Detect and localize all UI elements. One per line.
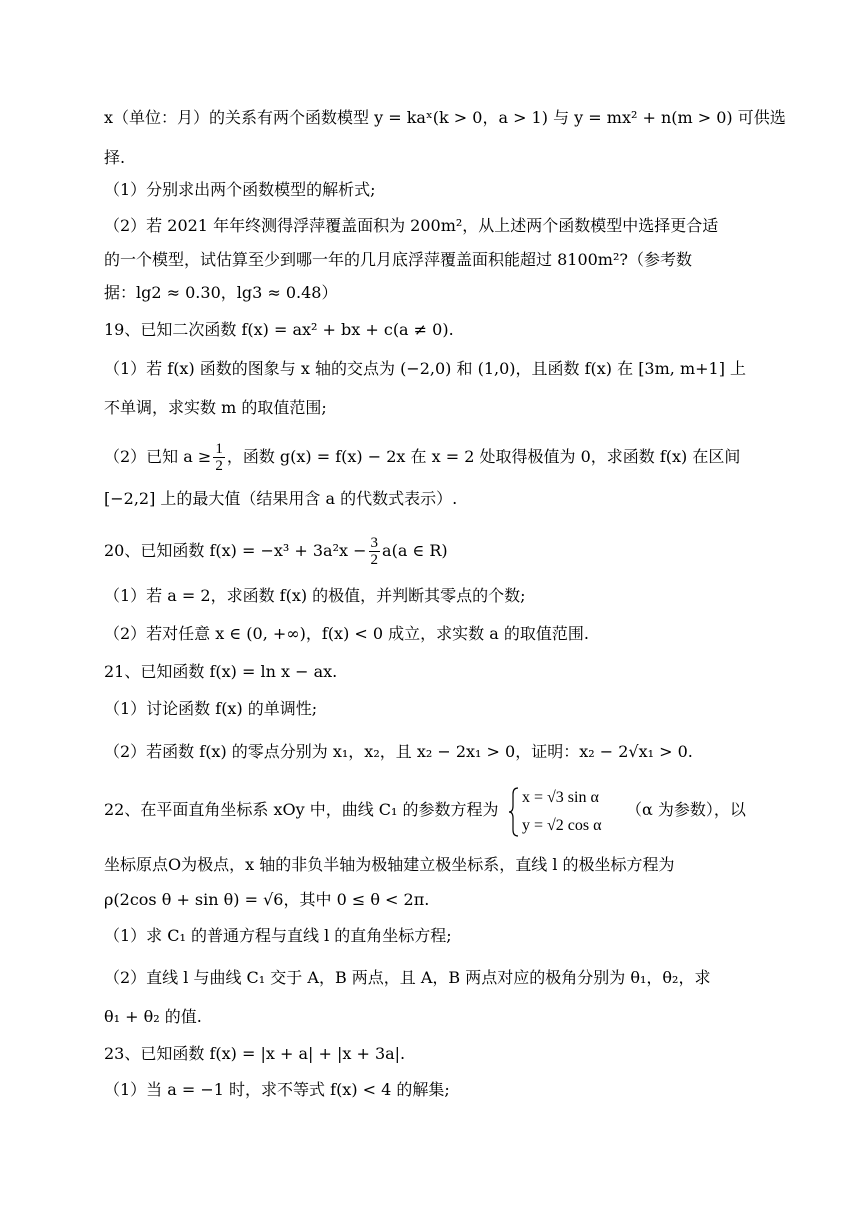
text-line: （1）分别求出两个函数模型的解析式; (104, 180, 376, 199)
problem-19-title: 19、已知二次函数 f(x) = ax² + bx + c(a ≠ 0). (104, 320, 454, 339)
text-line: （1）若 f(x) 函数的图象与 x 轴的交点为 (−2,0) 和 (1,0)，且函数 f(x) 在 [3m, m+1] 上 (104, 359, 747, 378)
text-line: x（单位：月）的关系有两个函数模型 y = kaˣ(k > 0，a > 1) 与 y = mx² + n(m > 0) 可供选 (104, 108, 786, 127)
text-line: （2）若 2021 年年终测得浮萍覆盖面积为 200m²，从上述两个函数模型中选择更合适 (104, 216, 719, 235)
text-fragment: 20、已知函数 f(x) = −x³ + 3a²x − (104, 541, 367, 560)
text-line: 据：lg2 ≈ 0.30，lg3 ≈ 0.48） (104, 283, 338, 302)
text-line: （1）求 C₁ 的普通方程与直线 l 的直角坐标方程; (104, 926, 452, 945)
text-line: （1）讨论函数 f(x) 的单调性; (104, 699, 318, 718)
problem-23-title: 23、已知函数 f(x) = |x + a| + |x + 3a|. (104, 1044, 406, 1063)
text-line: （2）若函数 f(x) 的零点分别为 x₁，x₂，且 x₂ − 2x₁ > 0，证明：x₂ − 2√x₁ > 0. (104, 742, 693, 761)
text-fragment: （α 为参数），以 (626, 800, 746, 819)
fraction (213, 441, 225, 474)
text-line: θ₁ + θ₂ 的值. (104, 1007, 202, 1026)
fraction-denominator: 2 (370, 552, 379, 568)
fraction (369, 535, 381, 568)
text-line: （2）若对任意 x ∈ (0, +∞)，f(x) < 0 成立，求实数 a 的取值范围. (104, 624, 589, 643)
text-line: （1）当 a = −1 时，求不等式 f(x) < 4 的解集; (104, 1080, 450, 1099)
text-line: （1）若 a = 2，求函数 f(x) 的极值，并判断其零点的个数; (104, 586, 526, 605)
text-line: （2）直线 l 与曲线 C₁ 交于 A，B 两点，且 A，B 两点对应的极角分别为 θ₁，θ₂，求 (104, 968, 711, 987)
left-brace (508, 786, 520, 838)
text-line: ρ(2cos θ + sin θ) = √6，其中 0 ≤ θ < 2π. (104, 890, 430, 909)
text-line: 的一个模型，试估算至少到哪一年的几月底浮萍覆盖面积能超过 8100m²?（参考数 (104, 250, 692, 269)
text-line: 不单调，求实数 m 的取值范围; (104, 398, 327, 417)
fraction-numerator: 1 (215, 441, 223, 457)
text-line (104, 440, 756, 474)
text-fragment: ，函数 g(x) = f(x) − 2x 在 x = 2 处取得极值为 0，求函数 f(x) 在区间 (226, 447, 741, 466)
text-fragment: 22、在平面直角坐标系 xOy 中，曲线 C₁ 的参数方程为 (104, 800, 499, 819)
problem-20-title (104, 534, 756, 568)
problem-21-title: 21、已知函数 f(x) = ln x − ax. (104, 662, 338, 681)
text-line: 坐标原点O为极点，x 轴的非负半轴为极轴建立极坐标系，直线 l 的极坐标方程为 (104, 855, 675, 874)
fraction-numerator: 3 (370, 535, 379, 551)
parametric-equation-y: y = √2 cos α (522, 817, 602, 834)
parametric-equation-x: x = √3 sin α (522, 789, 599, 806)
fraction-denominator: 2 (215, 458, 223, 474)
text-fragment: （2）已知 a ≥ (104, 447, 212, 466)
text-fragment: a(a ∈ R) (382, 541, 448, 560)
text-line: [−2,2] 上的最大值（结果用含 a 的代数式表示）. (104, 489, 458, 508)
text-line: 择. (104, 148, 126, 167)
